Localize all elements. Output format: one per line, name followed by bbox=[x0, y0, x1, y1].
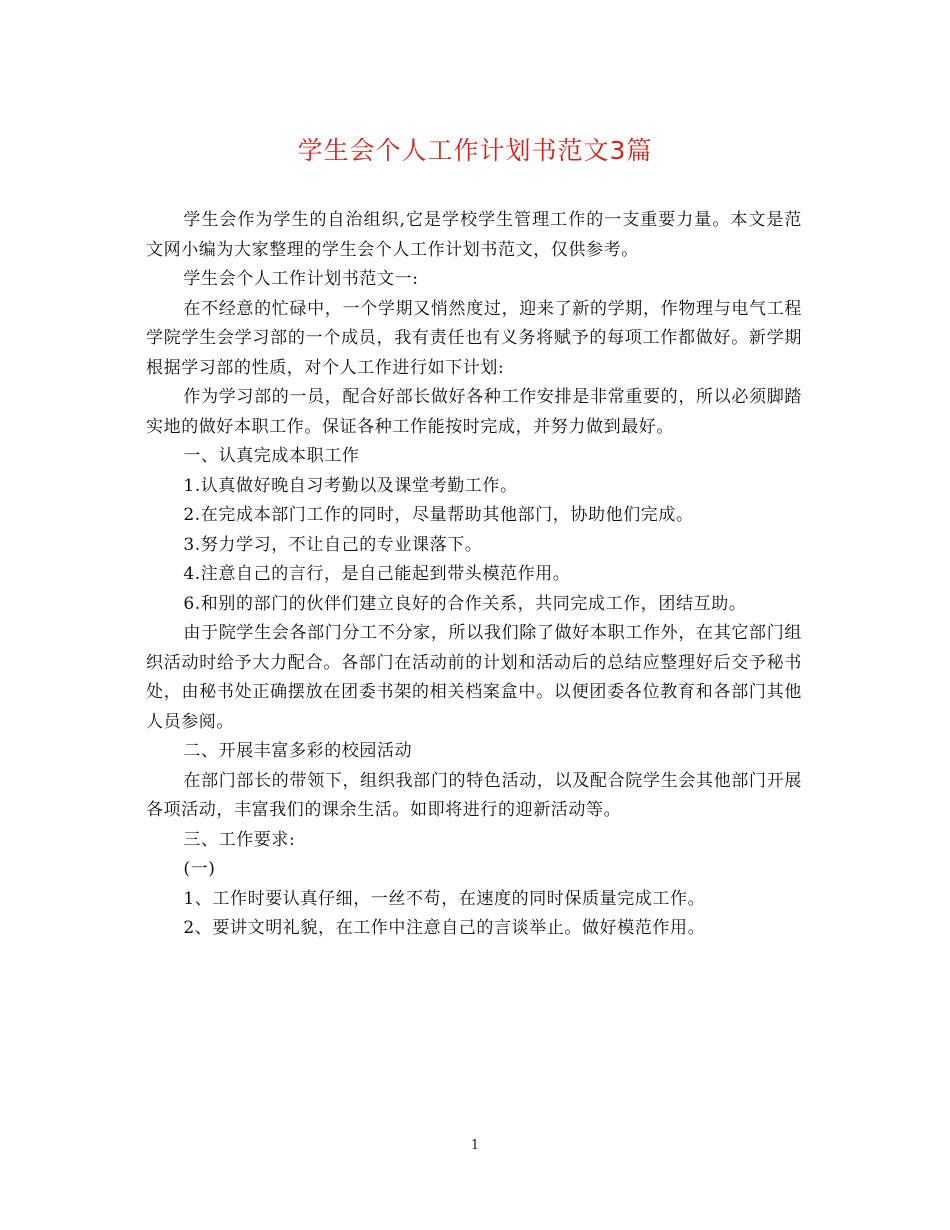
paragraph: 作为学习部的一员，配合好部长做好各种工作安排是非常重要的，所以必须脚踏实地的做好本职工作。保证各种工作能按时完成，并努力做到最好。 bbox=[146, 387, 802, 437]
list-item: 2、要讲文明礼貌，在工作中注意自己的言谈举止。做好模范作用。 bbox=[183, 918, 706, 938]
list-item: 6.和别的部门的伙伴们建立良好的合作关系，共同完成工作，团结互助。 bbox=[183, 593, 747, 614]
paragraph: 学生会个人工作计划书范文一: bbox=[183, 269, 419, 289]
section-heading: 二、开展丰富多彩的校园活动 bbox=[183, 741, 413, 761]
document-title: 学生会个人工作计划书范文3篇 bbox=[297, 136, 653, 165]
paragraph: 学生会作为学生的自治组织,它是学校学生管理工作的一支重要力量。本文是范文网小编为大家整理的学生会个人工作计划书范文，仅供参考。 bbox=[146, 210, 802, 260]
list-item: 4.注意自己的言行，是自己能起到带头模范作用。 bbox=[183, 564, 571, 584]
paragraph: 在不经意的忙碌中，一个学期又悄然度过，迎来了新的学期，作物理与电气工程学院学生会学习部的一个成员，我有责任也有义务将赋予的每项工作都做好。新学期根据学习部的性质，对个人工作进行如下计划: bbox=[146, 298, 802, 378]
subsection-heading: (一) bbox=[183, 859, 216, 879]
paragraph: 由于院学生会各部门分工不分家，所以我们除了做好本职工作外，在其它部门组织活动时给予大力配合。各部门在活动前的计划和活动后的总结应整理好后交予秘书处，由秘书处正确摆放在团委书架的相关档案盒中。以便团委各位教育和各部门其他人员参阅。 bbox=[146, 623, 802, 732]
list-item: 1.认真做好晚自习考勤以及课堂考勤工作。 bbox=[183, 475, 518, 496]
section-heading: 一、认真完成本职工作 bbox=[183, 446, 360, 466]
page-number: 1 bbox=[470, 1138, 480, 1153]
list-item: 3.努力学习，不让自己的专业课落下。 bbox=[183, 534, 483, 555]
document-body bbox=[146, 206, 802, 944]
list-item: 1、工作时要认真仔细，一丝不苟，在速度的同时保质量完成工作。 bbox=[183, 888, 706, 909]
section-heading: 三、工作要求: bbox=[183, 829, 296, 850]
list-item: 2.在完成本部门工作的同时，尽量帮助其他部门，协助他们完成。 bbox=[183, 505, 694, 525]
paragraph: 在部门部长的带领下，组织我部门的特色活动，以及配合院学生会其他部门开展各项活动，丰富我们的课余生活。如即将进行的迎新活动等。 bbox=[146, 770, 802, 820]
